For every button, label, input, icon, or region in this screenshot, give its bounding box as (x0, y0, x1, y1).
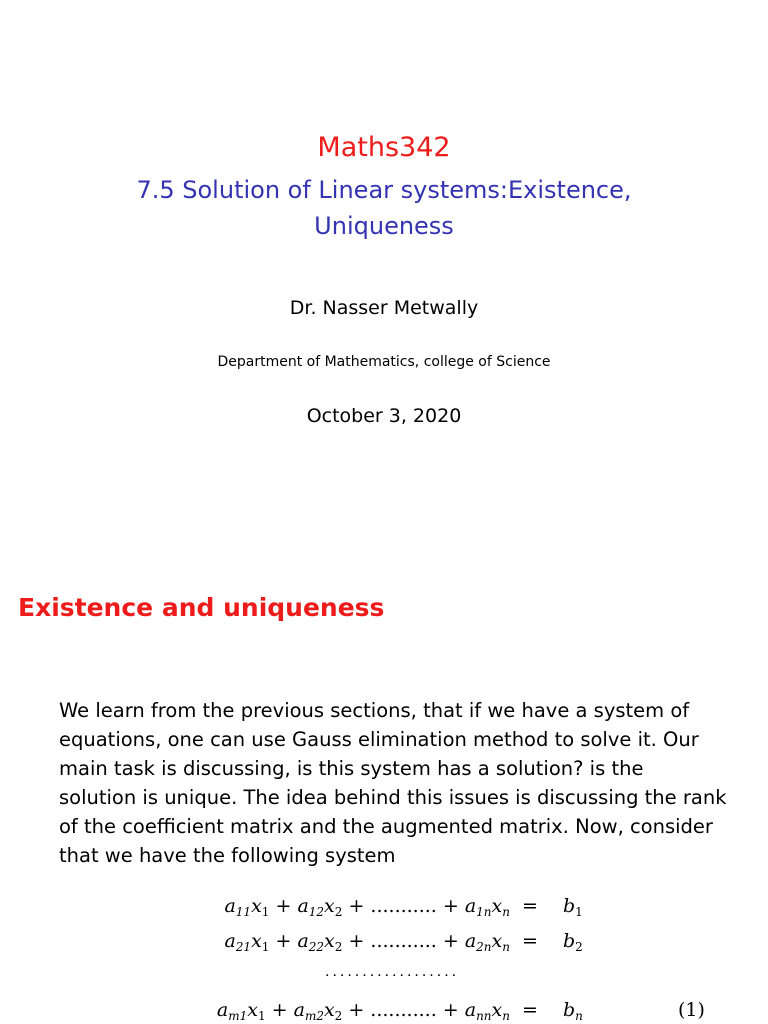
equation-lhs: $a_{m1}x_1 + a_{m2}x_2$ + ........... + $a_{nn}x_n$ (216, 999, 510, 1023)
author-name: Dr. Nasser Metwally (289, 297, 479, 319)
equals-sign: = (522, 930, 538, 952)
equation-rhs: $b_1$ (563, 895, 583, 919)
slide-subtitle: 7.5 Solution of Linear systems:Existence, Uniqueness (136, 176, 632, 240)
equation-rhs: $b_2$ (563, 930, 583, 954)
slide-date: October 3, 2020 (306, 405, 462, 427)
paragraph-line: that we have the following system (59, 844, 396, 867)
paragraph-line: of the coefficient matrix and the augmented matrix. Now, consider (59, 815, 713, 838)
paragraph-line: main task is discussing, is this system has a solution? is the (59, 757, 644, 780)
equation-rhs: $b_n$ (563, 999, 583, 1023)
equation-ellipsis-row: .................. (325, 964, 460, 980)
paragraph-line: We learn from the previous sections, that if we have a system of (59, 699, 690, 722)
paragraph-line: equations, one can use Gauss elimination method to solve it. Our (59, 728, 699, 751)
institute: Department of Mathematics, college of Science (217, 354, 551, 370)
body-paragraph (59, 696, 727, 870)
paragraph-line: solution is unique. The idea behind this issues is discussing the rank (59, 786, 727, 809)
course-title: Maths342 (317, 132, 451, 163)
frame-title: Existence and uniqueness (18, 593, 385, 622)
equals-sign: = (522, 895, 538, 917)
equation-number: (1) (678, 999, 705, 1021)
equation-lhs: $a_{11}x_1 + a_{12}x_2$ + ........... + $a_{1n}x_n$ (224, 895, 510, 919)
equals-sign: = (522, 999, 538, 1021)
equation-lhs: $a_{21}x_1 + a_{22}x_2$ + ........... + $a_{2n}x_n$ (224, 930, 510, 954)
